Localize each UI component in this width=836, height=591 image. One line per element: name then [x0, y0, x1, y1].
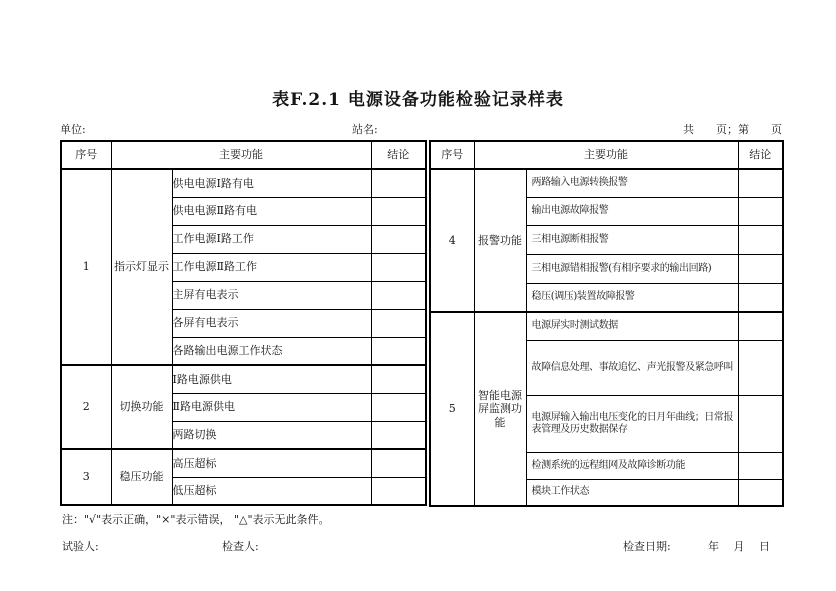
item-cell: 检测系统的远程组网及故障诊断功能	[526, 452, 738, 479]
category-cell: 指示灯显示	[111, 169, 172, 365]
checker-label: 检查人:	[222, 540, 259, 553]
column-header-main-function: 主要功能	[474, 141, 738, 169]
item-cell: 主屏有电表示	[172, 281, 371, 309]
category-cell: 稳压功能	[111, 449, 172, 505]
item-cell: 高压超标	[172, 449, 371, 477]
seq-cell: 1	[61, 169, 111, 365]
category-cell: 报警功能	[474, 169, 526, 312]
conclusion-cell	[371, 421, 426, 449]
conclusion-cell	[371, 225, 426, 253]
item-cell: 低压超标	[172, 477, 371, 505]
item-cell: 两路输入电源转换报警	[526, 169, 738, 197]
category-cell: 智能电源屏监测功能	[474, 312, 526, 506]
conclusion-cell	[738, 197, 783, 225]
item-cell: 模块工作状态	[526, 479, 738, 506]
seq-cell: 4	[430, 169, 474, 312]
legend-note: 注："√"表示正确，"×"表示错误， "△"表示无此条件。	[62, 513, 330, 526]
page-title: 表F.2.1 电源设备功能检验记录样表	[272, 90, 564, 110]
conclusion-cell	[371, 365, 426, 393]
tester-label: 试验人:	[62, 540, 99, 553]
conclusion-cell	[738, 312, 783, 340]
conclusion-cell	[371, 337, 426, 365]
column-header-seq: 序号	[430, 141, 474, 169]
conclusion-cell	[371, 169, 426, 197]
item-cell: 电源屏实时测试数据	[526, 312, 738, 340]
item-cell: 工作电源Ⅱ路工作	[172, 253, 371, 281]
function-table-right	[429, 140, 784, 507]
unit-label: 单位:	[60, 123, 86, 136]
conclusion-cell	[371, 197, 426, 225]
conclusion-cell	[738, 452, 783, 479]
conclusion-cell	[738, 169, 783, 197]
category-cell: 切换功能	[111, 365, 172, 449]
conclusion-cell	[371, 281, 426, 309]
column-header-conclusion: 结论	[738, 141, 783, 169]
item-cell: 三相电源断相报警	[526, 225, 738, 254]
column-header-main-function: 主要功能	[111, 141, 371, 169]
conclusion-cell	[738, 479, 783, 506]
seq-cell: 5	[430, 312, 474, 506]
column-header-seq: 序号	[61, 141, 111, 169]
item-cell: Ⅱ路电源供电	[172, 393, 371, 421]
seq-cell: 3	[61, 449, 111, 505]
item-cell: 故障信息处理、事故追忆、声光报警及紧急呼叫	[526, 340, 738, 395]
item-cell: 电源屏输入输出电压变化的日月年曲线；日常报表管理及历史数据保存	[526, 395, 738, 452]
check-date-label: 检查日期:	[623, 540, 671, 553]
item-cell: 稳压(调压)装置故障报警	[526, 283, 738, 312]
conclusion-cell	[371, 393, 426, 421]
conclusion-cell	[738, 283, 783, 312]
item-cell: 两路切换	[172, 421, 371, 449]
item-cell: 供电电源Ⅰ路有电	[172, 169, 371, 197]
item-cell: 供电电源Ⅱ路有电	[172, 197, 371, 225]
station-label: 站名:	[352, 123, 378, 136]
conclusion-cell	[371, 477, 426, 505]
conclusion-cell	[371, 309, 426, 337]
item-cell: 三相电源错相报警(有相序要求的输出回路)	[526, 254, 738, 283]
conclusion-cell	[738, 225, 783, 254]
column-header-conclusion: 结论	[371, 141, 426, 169]
date-fields: 年 月 日	[708, 540, 770, 553]
item-cell: 输出电源故障报警	[526, 197, 738, 225]
conclusion-cell	[738, 395, 783, 452]
item-cell: 各路输出电源工作状态	[172, 337, 371, 365]
seq-cell: 2	[61, 365, 111, 449]
item-cell: Ⅰ路电源供电	[172, 365, 371, 393]
function-table-left	[60, 140, 427, 506]
conclusion-cell	[371, 253, 426, 281]
item-cell: 各屏有电表示	[172, 309, 371, 337]
conclusion-cell	[371, 449, 426, 477]
item-cell: 工作电源Ⅰ路工作	[172, 225, 371, 253]
conclusion-cell	[738, 254, 783, 283]
conclusion-cell	[738, 340, 783, 395]
page-count-label: 共 页；第 页	[683, 123, 782, 136]
